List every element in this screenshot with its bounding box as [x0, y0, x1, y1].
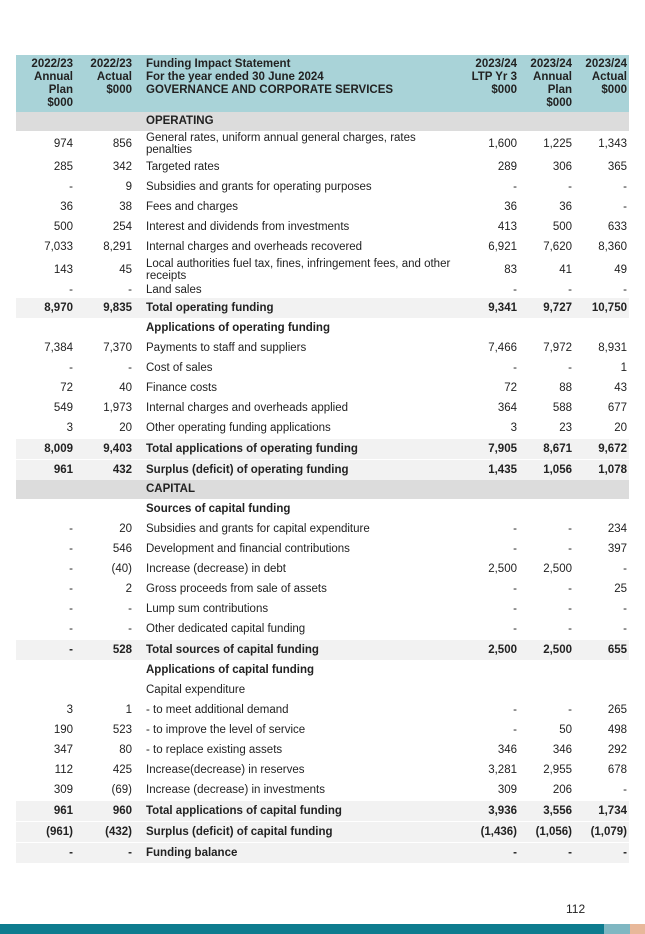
cell-2023-ltp: 1,435 — [464, 460, 519, 481]
cell-2023-ltp — [464, 499, 519, 519]
cell-2023-plan: 346 — [552, 743, 572, 756]
table-row — [16, 338, 629, 358]
cell-2022-plan: - — [69, 283, 73, 296]
table-row — [16, 197, 629, 217]
cell-description: Payments to staff and suppliers — [146, 341, 307, 354]
cell-description: Applications of operating funding — [146, 321, 330, 334]
cell-description: Development and financial contributions — [146, 542, 350, 555]
cell-2023-plan — [519, 660, 574, 680]
cell-2023-actual: - — [623, 602, 627, 615]
cell-2023-plan: 36 — [559, 200, 572, 213]
header-col-2023-actual: 2023/24 Actual $000 — [574, 55, 629, 112]
table-row — [16, 237, 629, 257]
cell-2023-actual: 8,360 — [598, 240, 627, 253]
cell-2023-plan: 2,500 — [543, 562, 572, 575]
cell-2023-plan: - — [568, 582, 572, 595]
cell-description: Surplus (deficit) of capital funding — [134, 822, 464, 843]
cell-2022-actual — [75, 660, 134, 680]
subheading-row — [16, 660, 629, 680]
cell-2023-ltp: 36 — [504, 200, 517, 213]
cell-description: Increase (decrease) in investments — [146, 783, 325, 796]
cell-2023-plan: - — [568, 622, 572, 635]
cell-2023-ltp: 2,500 — [464, 640, 519, 661]
cell-2023-ltp: 6,921 — [488, 240, 517, 253]
cell-2022-actual: 254 — [112, 220, 132, 233]
cell-2023-actual — [574, 499, 629, 519]
cell-description: Other operating funding applications — [146, 421, 331, 434]
funding-impact-statement-table — [16, 55, 629, 863]
cell-2023-plan: 9,727 — [519, 298, 574, 319]
cell-2023-actual: 10,750 — [574, 298, 629, 319]
table-header-row — [16, 55, 629, 112]
cell-2023-ltp: 413 — [497, 220, 517, 233]
table-row — [16, 780, 629, 801]
cell-2023-plan: 1,225 — [543, 137, 572, 150]
cell-2022-actual: 40 — [119, 381, 132, 394]
cell-2022-plan: 285 — [53, 160, 73, 173]
cell-2022-plan: 961 — [16, 460, 75, 481]
cell-description: Total applications of capital funding — [134, 801, 464, 822]
table-row — [16, 760, 629, 780]
cell-2022-plan: 3 — [66, 703, 73, 716]
cell-description: Subsidies and grants for capital expenditure — [146, 522, 370, 535]
table-row — [16, 539, 629, 559]
cell-2023-plan: - — [568, 703, 572, 716]
subheading-row — [16, 499, 629, 519]
cell-2023-plan — [519, 318, 574, 338]
cell-2023-plan: - — [568, 283, 572, 296]
cell-2022-actual: 8,291 — [103, 240, 132, 253]
table-row — [16, 599, 629, 619]
cell-description: Fees and charges — [146, 200, 239, 213]
cell-2022-actual: 38 — [119, 200, 132, 213]
header-col-2023-ltp: 2023/24 LTP Yr 3 $000 — [464, 55, 519, 112]
cell-2022-actual: 546 — [112, 542, 132, 555]
cell-2023-plan: 500 — [552, 220, 572, 233]
cell-2022-actual: 9 — [125, 180, 132, 193]
cell-2022-plan: - — [69, 582, 73, 595]
cell-2022-plan: - — [69, 562, 73, 575]
cell-description: Surplus (deficit) of operating funding — [134, 460, 464, 481]
table-row — [16, 217, 629, 237]
table-row — [16, 358, 629, 378]
cell-2023-plan — [519, 680, 574, 700]
cell-2022-actual: - — [128, 602, 132, 615]
cell-2023-actual: 633 — [607, 220, 627, 233]
cell-2022-plan: - — [69, 522, 73, 535]
cell-2022-actual: - — [75, 843, 134, 864]
table-row — [16, 177, 629, 197]
cell-2023-ltp: 9,341 — [464, 298, 519, 319]
cell-2023-actual: 8,931 — [598, 341, 627, 354]
cell-2023-actual: - — [623, 622, 627, 635]
cell-2023-ltp: 3,281 — [488, 763, 517, 776]
cell-2023-ltp — [464, 112, 519, 131]
cell-2023-ltp: 7,905 — [464, 439, 519, 460]
cell-2023-plan — [519, 499, 574, 519]
cell-description: - to meet additional demand — [146, 703, 289, 716]
cell-2023-plan: 2,955 — [543, 763, 572, 776]
table-row — [16, 579, 629, 599]
cell-description: OPERATING — [134, 112, 464, 131]
cell-2023-actual: 43 — [614, 381, 627, 394]
table-row — [16, 283, 629, 298]
cell-2022-actual: 856 — [112, 137, 132, 150]
cell-2022-plan — [16, 112, 75, 131]
table-row — [16, 619, 629, 640]
cell-description: General rates, uniform annual general charges, rates penalties — [146, 132, 416, 156]
cell-2022-plan: 974 — [53, 137, 73, 150]
cell-2023-ltp: 3,936 — [464, 801, 519, 822]
table-row — [16, 519, 629, 539]
table-row — [16, 680, 629, 700]
cell-2022-plan — [16, 499, 75, 519]
cell-2023-plan: 8,671 — [519, 439, 574, 460]
cell-2022-actual: 425 — [112, 763, 132, 776]
cell-2023-plan: 41 — [559, 263, 572, 276]
cell-2023-actual: 397 — [607, 542, 627, 555]
cell-2023-ltp — [464, 318, 519, 338]
cell-2023-ltp: 72 — [504, 381, 517, 394]
cell-2022-actual: (40) — [111, 562, 132, 575]
cell-2023-ltp: - — [513, 602, 517, 615]
cell-2022-actual — [75, 318, 134, 338]
cell-2022-actual: 432 — [75, 460, 134, 481]
cell-2022-plan: 143 — [53, 263, 73, 276]
cell-2022-plan: 347 — [53, 743, 73, 756]
table-row — [16, 740, 629, 760]
cell-description: Cost of sales — [146, 361, 213, 374]
cell-2022-plan: 190 — [53, 723, 73, 736]
cell-2023-actual: 265 — [607, 703, 627, 716]
cell-2023-ltp: - — [513, 542, 517, 555]
header-title: Funding Impact Statement For the year ended 30 June 2024 GOVERNANCE AND CORPORATE SERVICES — [134, 55, 464, 112]
cell-2023-plan: - — [568, 522, 572, 535]
cell-2023-ltp: 346 — [497, 743, 517, 756]
cell-description: - to replace existing assets — [146, 743, 283, 756]
table-row — [16, 700, 629, 720]
cell-2023-actual: 678 — [607, 763, 627, 776]
cell-2022-actual: 2 — [125, 582, 132, 595]
cell-description: Capital expenditure — [146, 683, 246, 696]
cell-description: Total operating funding — [134, 298, 464, 319]
cell-2022-plan — [16, 480, 75, 499]
cell-2022-actual: - — [128, 361, 132, 374]
cell-2022-plan: 500 — [53, 220, 73, 233]
table-row — [16, 398, 629, 418]
cell-2023-ltp: - — [513, 723, 517, 736]
cell-description: Funding balance — [134, 843, 464, 864]
cell-2023-actual: 9,672 — [574, 439, 629, 460]
footer-bar-accent-end — [630, 924, 645, 934]
cell-2022-actual: 960 — [75, 801, 134, 822]
cell-2023-plan: 306 — [552, 160, 572, 173]
cell-2023-ltp — [464, 480, 519, 499]
cell-2022-plan: 3 — [66, 421, 73, 434]
cell-2022-plan: 309 — [53, 783, 73, 796]
table-row — [16, 378, 629, 398]
cell-2023-ltp: - — [513, 522, 517, 535]
cell-description: Internal charges and overheads recovered — [146, 240, 363, 253]
cell-2023-actual: 292 — [607, 743, 627, 756]
cell-2023-actual — [574, 680, 629, 700]
cell-2022-plan: 7,384 — [44, 341, 73, 354]
cell-description: Land sales — [146, 283, 202, 296]
cell-2022-plan — [16, 318, 75, 338]
cell-2022-actual: 45 — [119, 263, 132, 276]
cell-2023-actual: 1,734 — [574, 801, 629, 822]
table-row — [16, 720, 629, 740]
cell-2022-actual: 1,973 — [103, 401, 132, 414]
cell-2022-actual: - — [128, 283, 132, 296]
cell-description: Total sources of capital funding — [134, 640, 464, 661]
cell-2023-plan: - — [568, 602, 572, 615]
cell-2023-actual: 1 — [620, 361, 627, 374]
cell-2023-plan: - — [568, 180, 572, 193]
table-row — [16, 418, 629, 439]
cell-2023-actual — [574, 480, 629, 499]
cell-2022-actual: 9,835 — [75, 298, 134, 319]
cell-description: Total applications of operating funding — [134, 439, 464, 460]
cell-2023-plan: 588 — [552, 401, 572, 414]
cell-2022-plan: 8,009 — [16, 439, 75, 460]
cell-2023-ltp: - — [513, 283, 517, 296]
cell-2023-actual: 234 — [607, 522, 627, 535]
cell-2023-ltp: 83 — [504, 263, 517, 276]
cell-2023-actual: - — [623, 283, 627, 296]
cell-2023-plan: 7,620 — [543, 240, 572, 253]
cell-2022-actual — [75, 112, 134, 131]
cell-description: Targeted rates — [146, 160, 220, 173]
cell-2023-actual: - — [623, 180, 627, 193]
cell-2023-actual — [574, 112, 629, 131]
cell-2023-ltp — [464, 680, 519, 700]
cell-2022-actual: 9,403 — [75, 439, 134, 460]
cell-2022-plan: 961 — [16, 801, 75, 822]
cell-2022-actual: 1 — [125, 703, 132, 716]
table-body — [16, 112, 629, 863]
cell-2023-plan: 7,972 — [543, 341, 572, 354]
cell-2022-actual: 80 — [119, 743, 132, 756]
cell-2022-actual: (432) — [75, 822, 134, 843]
cell-description: Finance costs — [146, 381, 217, 394]
cell-2023-plan: 2,500 — [519, 640, 574, 661]
cell-2023-ltp: 309 — [497, 783, 517, 796]
cell-2022-plan: 36 — [60, 200, 73, 213]
cell-2023-ltp: 7,466 — [488, 341, 517, 354]
cell-2023-actual: - — [623, 783, 627, 796]
cell-2022-actual: 20 — [119, 522, 132, 535]
cell-2023-ltp — [464, 660, 519, 680]
total-row — [16, 801, 629, 822]
cell-2022-plan: - — [16, 640, 75, 661]
total-row — [16, 298, 629, 319]
cell-2022-plan — [16, 660, 75, 680]
section-row — [16, 112, 629, 131]
footer-bar-accent — [604, 924, 630, 934]
cell-description: Increase (decrease) in debt — [146, 562, 286, 575]
cell-2023-actual: 498 — [607, 723, 627, 736]
cell-2023-plan: 206 — [552, 783, 572, 796]
subheading-row — [16, 318, 629, 338]
cell-2023-actual: 1,343 — [598, 137, 627, 150]
cell-2023-plan: 1,056 — [519, 460, 574, 481]
cell-2022-actual: 342 — [112, 160, 132, 173]
cell-2023-actual — [574, 660, 629, 680]
cell-description: Other dedicated capital funding — [146, 622, 306, 635]
cell-2023-actual: 655 — [574, 640, 629, 661]
table-row — [16, 559, 629, 579]
cell-2023-actual: 677 — [607, 401, 627, 414]
table-row — [16, 257, 629, 283]
cell-2022-plan: - — [16, 843, 75, 864]
cell-description: Gross proceeds from sale of assets — [146, 582, 327, 595]
cell-2023-ltp: - — [513, 703, 517, 716]
total-row — [16, 439, 629, 460]
cell-2023-actual: 365 — [607, 160, 627, 173]
section-row — [16, 480, 629, 499]
header-col-2022-actual: 2022/23 Actual $000 — [75, 55, 134, 112]
cell-2023-actual: (1,079) — [574, 822, 629, 843]
cell-2022-actual: 528 — [75, 640, 134, 661]
cell-2022-actual — [75, 680, 134, 700]
cell-2022-plan: 112 — [54, 763, 73, 776]
footer-bar — [0, 924, 645, 934]
cell-2023-plan: (1,056) — [519, 822, 574, 843]
page-number: 112 — [566, 902, 586, 916]
cell-2023-plan — [519, 112, 574, 131]
cell-2023-plan: 50 — [559, 723, 572, 736]
cell-2023-ltp: - — [513, 582, 517, 595]
cell-2023-ltp: - — [513, 180, 517, 193]
cell-description: Applications of capital funding — [146, 663, 315, 676]
cell-2022-plan: - — [69, 361, 73, 374]
table-row — [16, 157, 629, 177]
cell-2022-plan: - — [69, 602, 73, 615]
total-row — [16, 640, 629, 661]
cell-2023-ltp: 1,600 — [488, 137, 517, 150]
cell-2023-plan: - — [568, 361, 572, 374]
cell-2022-plan: (961) — [16, 822, 75, 843]
cell-description: CAPITAL — [134, 480, 464, 499]
header-col-2022-plan: 2022/23 Annual Plan $000 — [16, 55, 75, 112]
cell-2023-plan — [519, 480, 574, 499]
cell-2022-plan: - — [69, 542, 73, 555]
cell-description: Subsidies and grants for operating purposes — [146, 180, 372, 193]
cell-2022-plan: - — [69, 180, 73, 193]
cell-2023-ltp: (1,436) — [464, 822, 519, 843]
cell-2022-actual: 523 — [112, 723, 132, 736]
cell-2023-actual: - — [574, 843, 629, 864]
cell-2022-plan: 72 — [60, 381, 73, 394]
cell-2022-actual: 7,370 — [103, 341, 132, 354]
cell-2023-actual: 20 — [614, 421, 627, 434]
cell-2023-actual — [574, 318, 629, 338]
cell-description: Internal charges and overheads applied — [146, 401, 349, 414]
cell-description: Lump sum contributions — [146, 602, 269, 615]
cell-2022-actual: 20 — [119, 421, 132, 434]
cell-2022-actual: (69) — [111, 783, 132, 796]
cell-2022-actual — [75, 499, 134, 519]
cell-2023-ltp: - — [513, 622, 517, 635]
cell-2023-plan: 88 — [559, 381, 572, 394]
cell-2023-actual: 49 — [614, 263, 627, 276]
cell-2022-plan: 7,033 — [44, 240, 73, 253]
cell-2023-plan: 3,556 — [519, 801, 574, 822]
total-row — [16, 843, 629, 864]
cell-2022-plan: - — [69, 622, 73, 635]
cell-description: Increase(decrease) in reserves — [146, 763, 305, 776]
cell-description: - to improve the level of service — [146, 723, 306, 736]
header-col-2023-plan: 2023/24 Annual Plan $000 — [519, 55, 574, 112]
cell-description: Local authorities fuel tax, fines, infringement fees, and other receipts — [146, 258, 451, 282]
cell-2023-ltp: 2,500 — [488, 562, 517, 575]
cell-2022-plan: 549 — [53, 401, 73, 414]
cell-2023-plan: 23 — [559, 421, 572, 434]
cell-2023-plan: - — [568, 542, 572, 555]
total-row — [16, 460, 629, 481]
cell-2023-ltp: 3 — [510, 421, 517, 434]
cell-2023-actual: 25 — [614, 582, 627, 595]
table-row — [16, 131, 629, 157]
cell-2023-ltp: 289 — [497, 160, 517, 173]
cell-2023-actual: - — [623, 562, 627, 575]
cell-2023-actual: - — [623, 200, 627, 213]
cell-2022-actual: - — [128, 622, 132, 635]
cell-2023-ltp: 364 — [497, 401, 517, 414]
cell-2023-ltp: - — [513, 361, 517, 374]
cell-2023-plan: - — [519, 843, 574, 864]
total-row — [16, 822, 629, 843]
cell-description: Sources of capital funding — [146, 502, 291, 515]
cell-2022-plan — [16, 680, 75, 700]
cell-2023-ltp: - — [464, 843, 519, 864]
cell-description: Interest and dividends from investments — [146, 220, 350, 233]
cell-2022-actual — [75, 480, 134, 499]
cell-2023-actual: 1,078 — [574, 460, 629, 481]
cell-2022-plan: 8,970 — [16, 298, 75, 319]
